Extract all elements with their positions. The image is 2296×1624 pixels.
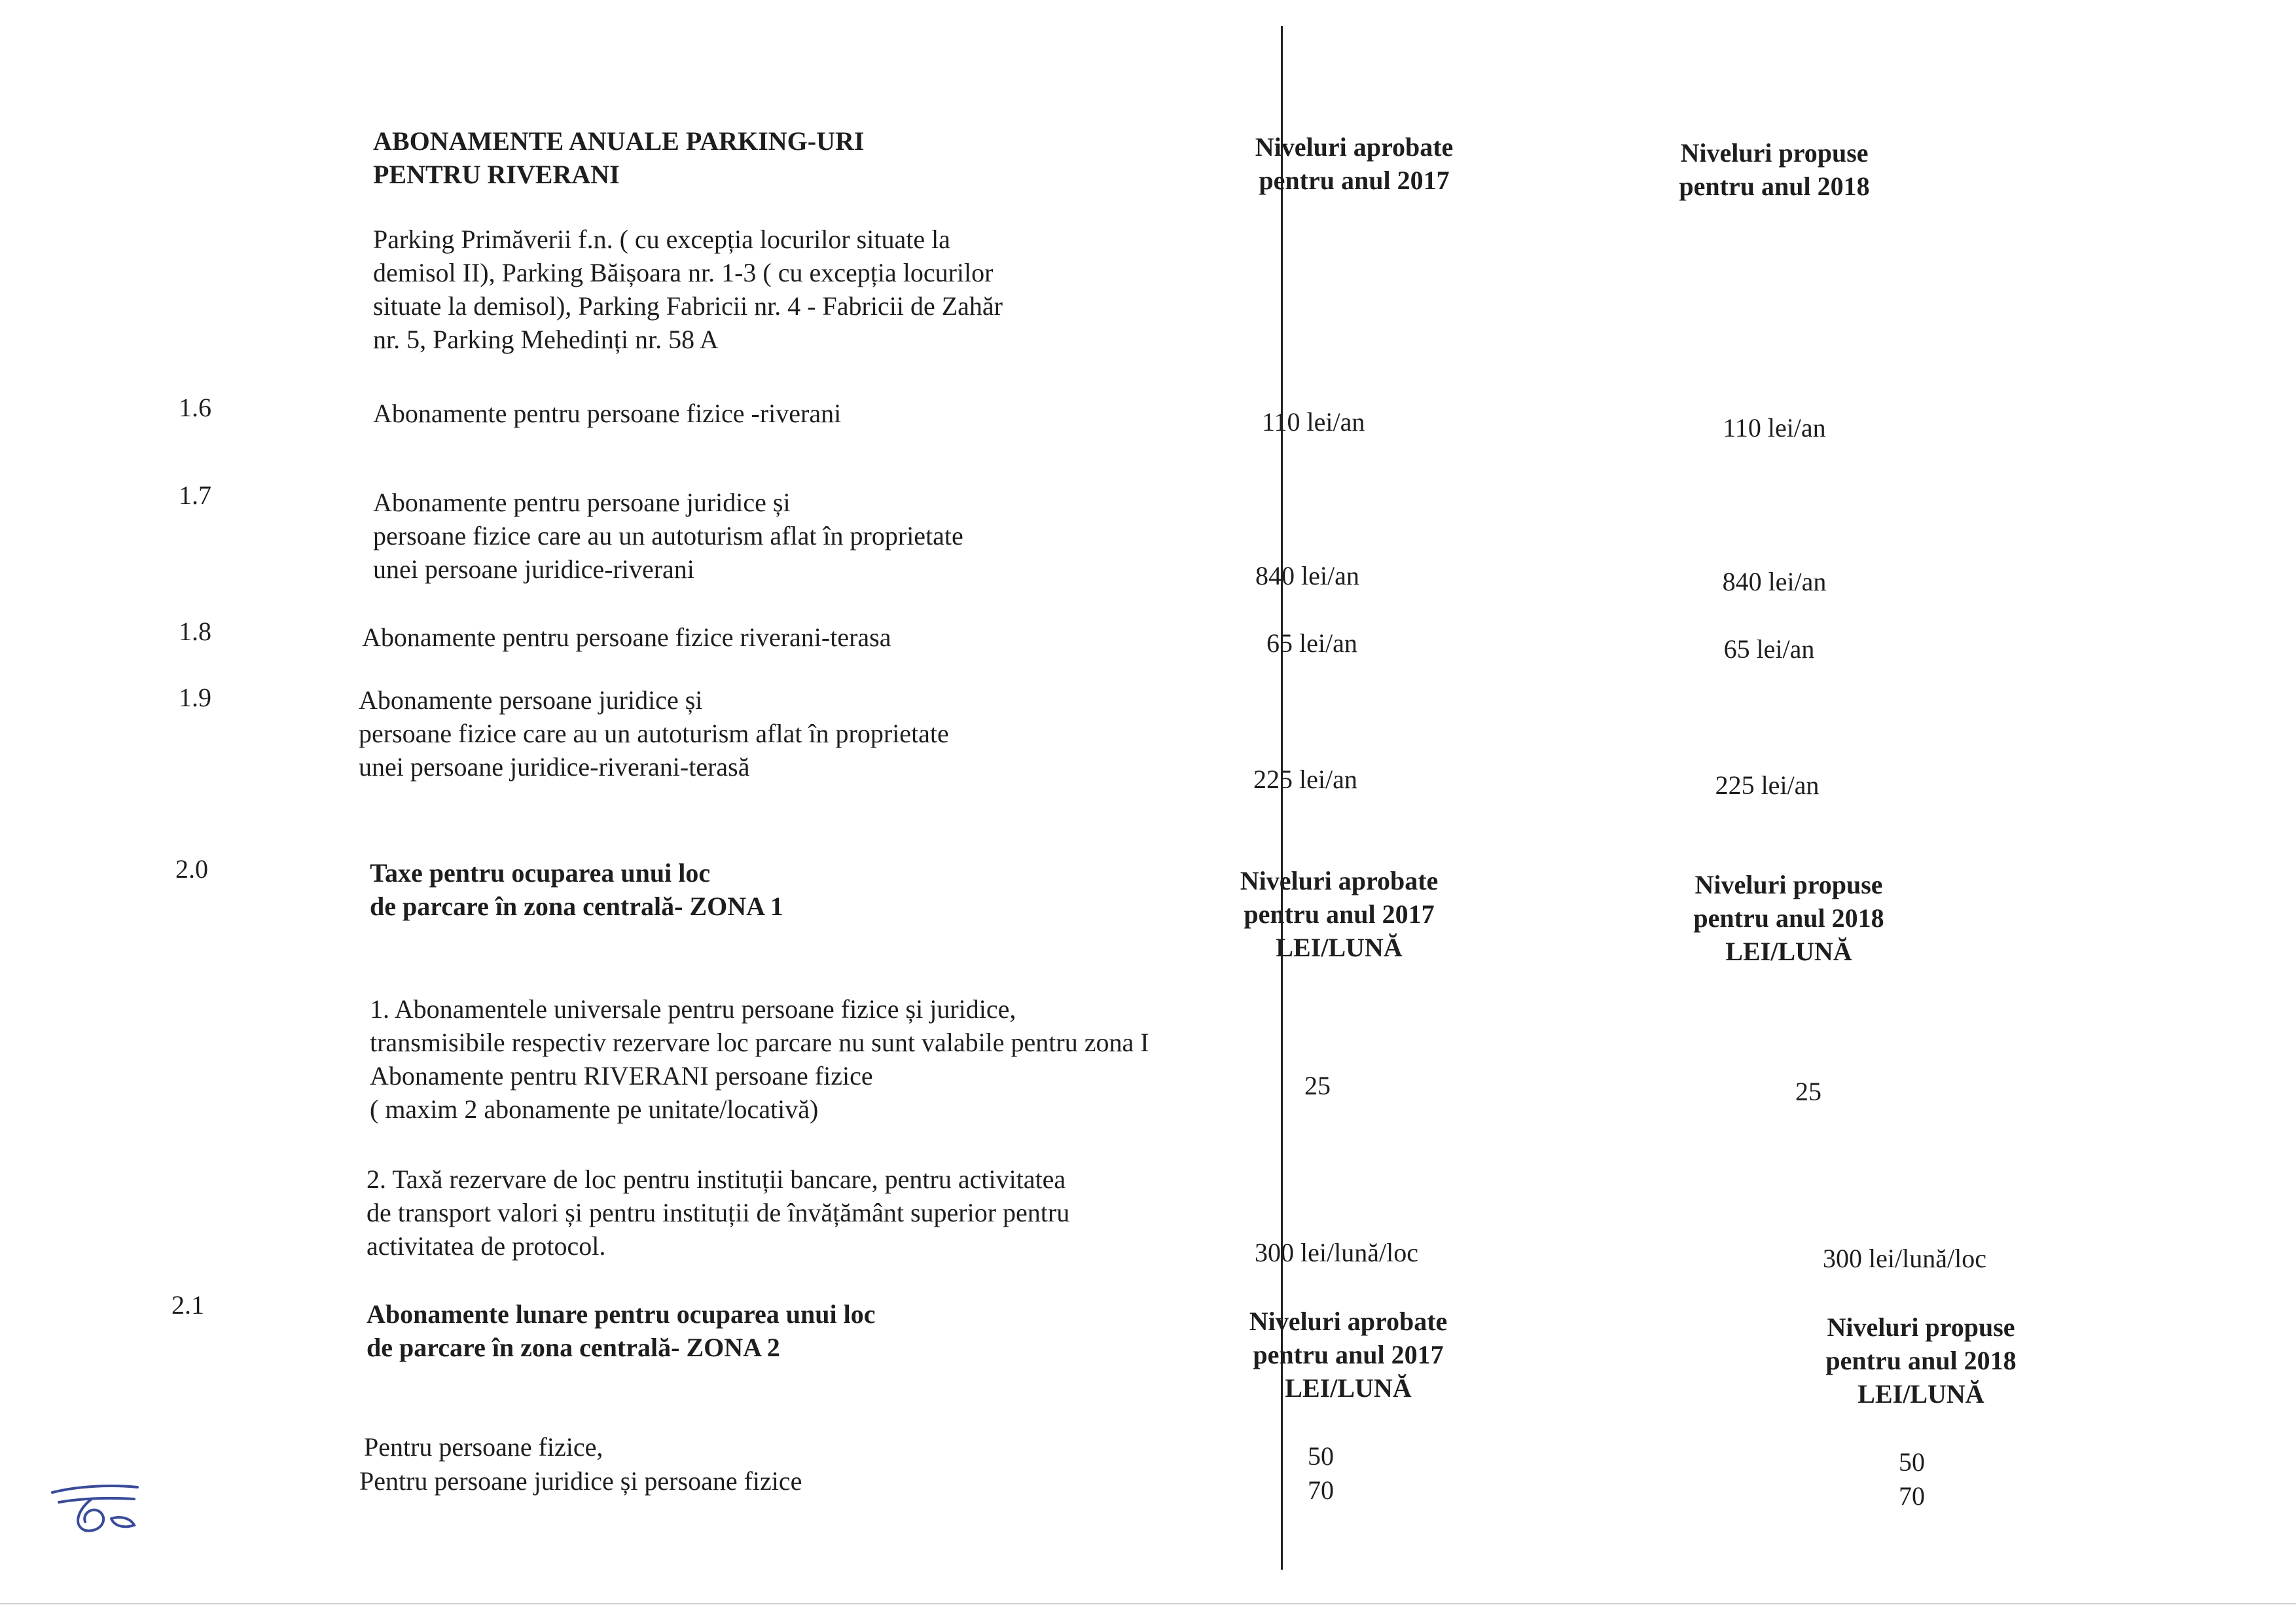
- desc-line: situate la demisol), Parking Fabricii nr. 4 - Fabricii de Zahăr: [373, 291, 1003, 321]
- section-number: 2.0: [175, 854, 208, 884]
- title-line: de parcare în zona centrală- ZONA 2: [367, 1333, 780, 1362]
- desc-line: Parking Primăverii f.n. ( cu excepția locurilor situate la: [373, 225, 950, 254]
- row-description: Abonamente pentru persoane fizice riverani-terasa: [362, 623, 891, 652]
- desc-line: Abonamente pentru persoane juridice și: [373, 488, 791, 517]
- col-proposed-header: [1825, 1310, 2016, 1411]
- value-2018: 225 lei/an: [1715, 770, 1820, 800]
- desc-line: activitatea de protocol.: [367, 1231, 606, 1261]
- section-title: [367, 1297, 875, 1364]
- header-line: pentru anul 2017: [1259, 166, 1450, 195]
- value-2018: 300 lei/lună/loc: [1823, 1244, 1986, 1273]
- col-proposed-header: [1679, 136, 1869, 203]
- value-2017: 110 lei/an: [1262, 407, 1365, 437]
- row-number: 1.8: [179, 617, 211, 646]
- value-2017: 50: [1308, 1441, 1334, 1471]
- value-2017: 25: [1304, 1071, 1331, 1100]
- item-description: [370, 992, 1149, 1126]
- desc-line: demisol II), Parking Băișoara nr. 1-3 ( cu excepția locurilor: [373, 258, 994, 287]
- header-line: Niveluri propuse: [1680, 138, 1869, 168]
- section-title: [373, 124, 864, 191]
- value-2018: 50: [1899, 1447, 1925, 1477]
- desc-line: 1. Abonamentele universale pentru persoane fizice și juridice,: [370, 994, 1016, 1024]
- value-2018: 25: [1795, 1077, 1821, 1106]
- header-line: Niveluri propuse: [1827, 1312, 2015, 1342]
- title-line: Taxe pentru ocuparea unui loc: [370, 858, 711, 888]
- value-2017: 70: [1308, 1475, 1334, 1505]
- section-number: 2.1: [171, 1290, 204, 1320]
- desc-line: ( maxim 2 abonamente pe unitate/locativă): [370, 1094, 819, 1124]
- value-2018: 70: [1899, 1481, 1925, 1511]
- row-number: 1.6: [179, 393, 211, 422]
- header-line: LEI/LUNĂ: [1857, 1379, 1984, 1409]
- header-line: pentru anul 2017: [1244, 899, 1435, 929]
- row-description: Abonamente pentru persoane fizice -riverani: [373, 399, 842, 428]
- desc-line: 2. Taxă rezervare de loc pentru instituții bancare, pentru activitatea: [367, 1164, 1066, 1194]
- page-bottom-line: [0, 1603, 2296, 1604]
- value-2017: 840 lei/an: [1255, 561, 1359, 590]
- item-description: [367, 1163, 1069, 1263]
- desc-line: unei persoane juridice-riverani: [373, 554, 694, 584]
- handwritten-signature: [46, 1473, 144, 1538]
- header-line: pentru anul 2018: [1679, 171, 1870, 201]
- title-line: de parcare în zona centrală- ZONA 1: [370, 892, 783, 921]
- col-approved-header: [1249, 1305, 1448, 1405]
- desc-line: Abonamente pentru RIVERANI persoane fizice: [370, 1061, 873, 1091]
- header-line: Niveluri aprobate: [1249, 1307, 1448, 1336]
- row-description: [359, 683, 949, 784]
- value-2017: 300 lei/lună/loc: [1255, 1238, 1418, 1267]
- desc-line: de transport valori și pentru instituții de învățământ superior pentru: [367, 1198, 1070, 1227]
- header-line: Niveluri aprobate: [1240, 866, 1439, 895]
- row-number: 1.7: [179, 480, 211, 510]
- header-line: pentru anul 2018: [1825, 1346, 2017, 1375]
- desc-line: transmisibile respectiv rezervare loc parcare nu sunt valabile pentru zona I: [370, 1028, 1149, 1057]
- row-number: 1.9: [179, 683, 211, 712]
- title-line: Abonamente lunare pentru ocuparea unui loc: [367, 1299, 876, 1329]
- header-line: pentru anul 2018: [1693, 903, 1884, 933]
- value-2018: 840 lei/an: [1722, 567, 1827, 596]
- col-approved-header: [1240, 864, 1439, 964]
- desc-line: nr. 5, Parking Mehedinți nr. 58 A: [373, 325, 719, 354]
- row-description: [373, 486, 963, 586]
- item-label: Pentru persoane fizice,: [364, 1432, 603, 1462]
- desc-line: unei persoane juridice-riverani-terasă: [359, 752, 750, 782]
- header-line: pentru anul 2017: [1253, 1340, 1444, 1369]
- header-line: Niveluri aprobate: [1255, 132, 1454, 162]
- header-line: LEI/LUNĂ: [1285, 1373, 1412, 1403]
- title-line: ABONAMENTE ANUALE PARKING-URI: [373, 126, 865, 156]
- col-approved-header: [1255, 130, 1454, 197]
- value-2017: 65 lei/an: [1266, 628, 1357, 658]
- header-line: Niveluri propuse: [1695, 870, 1883, 899]
- header-line: LEI/LUNĂ: [1276, 933, 1403, 962]
- item-label: Pentru persoane juridice și persoane fizice: [359, 1466, 802, 1496]
- desc-line: Abonamente persoane juridice și: [359, 685, 703, 715]
- value-2018: 110 lei/an: [1723, 413, 1826, 442]
- header-line: LEI/LUNĂ: [1725, 937, 1852, 966]
- parking-description: [373, 223, 1003, 356]
- desc-line: persoane fizice care au un autoturism aflat în proprietate: [359, 719, 949, 748]
- value-2017: 225 lei/an: [1253, 765, 1357, 794]
- value-2018: 65 lei/an: [1723, 634, 1815, 664]
- section-title: [370, 856, 783, 923]
- title-line: PENTRU RIVERANI: [373, 160, 620, 189]
- desc-line: persoane fizice care au un autoturism aflat în proprietate: [373, 521, 963, 550]
- col-proposed-header: [1693, 868, 1884, 968]
